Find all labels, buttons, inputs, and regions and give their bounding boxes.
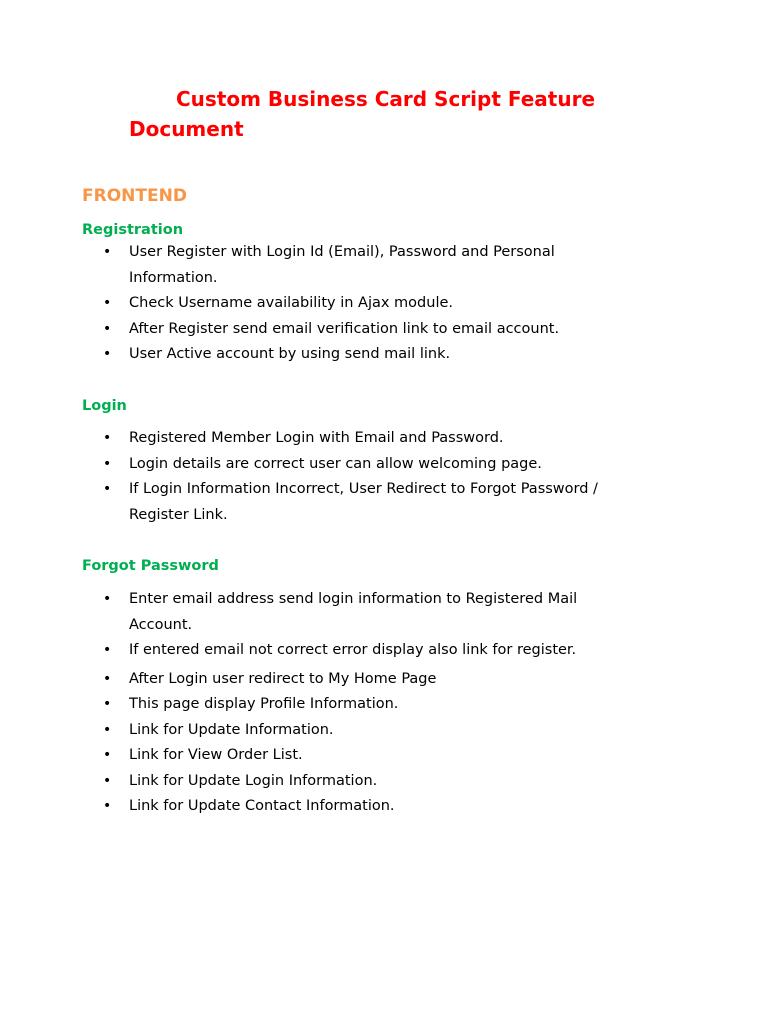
- list-item: [0, 240, 770, 291]
- list-item: [0, 718, 770, 744]
- list-item-text: If Login Information Incorrect, User Redirect to Forgot Password / Register Link.: [129, 481, 598, 523]
- list-item-text: Enter email address send login information to Registered Mail Account.: [129, 591, 578, 633]
- list-item-text: After Register send email verification link to email account.: [129, 320, 560, 337]
- list-item-text: Link for Update Contact Information.: [129, 798, 395, 814]
- list-item-text: Link for Update Login Information.: [129, 772, 378, 789]
- registration-list: [0, 240, 770, 368]
- list-item: [0, 317, 770, 343]
- list-item: [0, 692, 770, 718]
- list-item-text: User Register with Login Id (Email), Password and Personal Information.: [129, 244, 555, 286]
- bullet-icon: •: [103, 295, 112, 311]
- registration-heading: Registration: [82, 222, 184, 238]
- bullet-icon: •: [103, 798, 112, 814]
- list-item: [0, 426, 770, 452]
- list-item: [0, 794, 770, 820]
- bullet-icon: •: [103, 721, 112, 738]
- list-item: [0, 769, 770, 795]
- bullet-icon: •: [103, 455, 112, 472]
- bullet-icon: •: [103, 591, 112, 607]
- bullet-icon: •: [103, 642, 112, 658]
- bullet-icon: •: [103, 346, 112, 362]
- list-item: [0, 743, 770, 769]
- list-item: [0, 638, 770, 664]
- list-item-text: If entered email not correct error display also link for register.: [129, 642, 577, 658]
- login-list: [0, 426, 770, 528]
- bullet-icon: •: [103, 320, 112, 337]
- list-item: [0, 342, 770, 368]
- bullet-icon: •: [103, 244, 112, 260]
- list-item-text: This page display Profile Information.: [129, 696, 399, 712]
- list-item-text: Link for View Order List.: [129, 747, 303, 763]
- login-heading: Login: [82, 398, 127, 414]
- list-item: [0, 477, 770, 528]
- list-item: [0, 452, 770, 478]
- forgot-password-heading: Forgot Password: [82, 558, 219, 574]
- bullet-icon: •: [103, 670, 112, 687]
- frontend-heading: FRONTEND: [82, 186, 187, 206]
- list-item-text: Check Username availability in Ajax module.: [129, 295, 453, 311]
- bullet-icon: •: [103, 696, 112, 712]
- bullet-icon: •: [103, 481, 112, 497]
- document-title: Custom Business Card Script Feature Document: [129, 87, 596, 141]
- bullet-icon: •: [103, 772, 112, 789]
- bullet-icon: •: [103, 747, 112, 763]
- forgot-password-list: [0, 587, 770, 820]
- list-item: [0, 587, 770, 638]
- list-item: [0, 291, 770, 317]
- list-item-text: Link for Update Information.: [129, 721, 334, 738]
- list-item: [0, 667, 770, 693]
- list-item-text: User Active account by using send mail link.: [129, 346, 451, 362]
- bullet-icon: •: [103, 430, 112, 446]
- list-item-text: After Login user redirect to My Home Page: [129, 670, 437, 687]
- list-item-text: Registered Member Login with Email and Password.: [129, 430, 504, 446]
- list-item-text: Login details are correct user can allow welcoming page.: [129, 455, 542, 472]
